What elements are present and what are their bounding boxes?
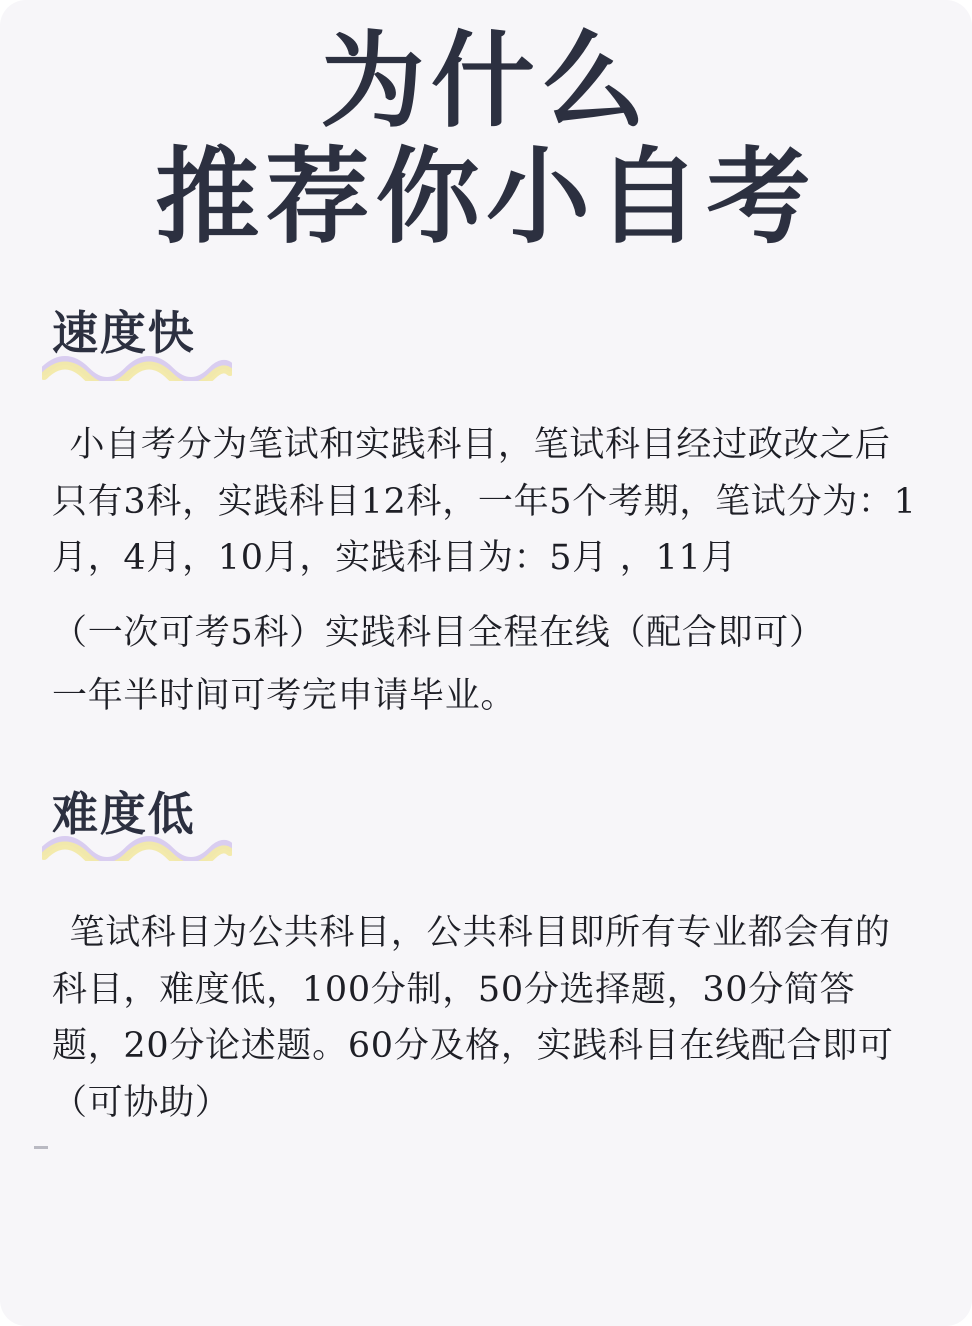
title-line-1: 为什么 <box>320 20 652 142</box>
section-difficulty-heading: 难度低 <box>52 786 196 841</box>
section-speed-heading: 速度快 <box>52 306 196 361</box>
page-edge-mark <box>34 1146 48 1149</box>
section-difficulty-heading-wrap <box>52 786 196 841</box>
section-difficulty-paragraph-1: 笔试科目为公共科目，公共科目即所有专业都会有的科目，难度低，100分制，50分选择题，30分简答题，20分论述题。60分及格，实践科目在线配合即可（可协助） <box>52 913 894 1124</box>
poster-title <box>0 0 972 259</box>
section-speed-paragraph-3: 一年半时间可考完申请毕业。 <box>52 675 517 716</box>
section-speed-paragraph-2: （一次可考5科）实践科目全程在线（配合即可） <box>52 613 825 654</box>
section-difficulty <box>52 786 920 1132</box>
section-speed <box>52 308 920 724</box>
title-line-2: 推荐你小自考 <box>155 136 817 259</box>
poster-content <box>0 308 972 1131</box>
section-speed-heading-wrap <box>52 308 196 359</box>
section-speed-paragraph-1: 小自考分为笔试和实践科目，笔试科目经过政改之后只有3科，实践科目12科，一年5个考期，笔试分为：1月，4月，10月，实践科目为：5月 ，11月 <box>52 425 917 579</box>
